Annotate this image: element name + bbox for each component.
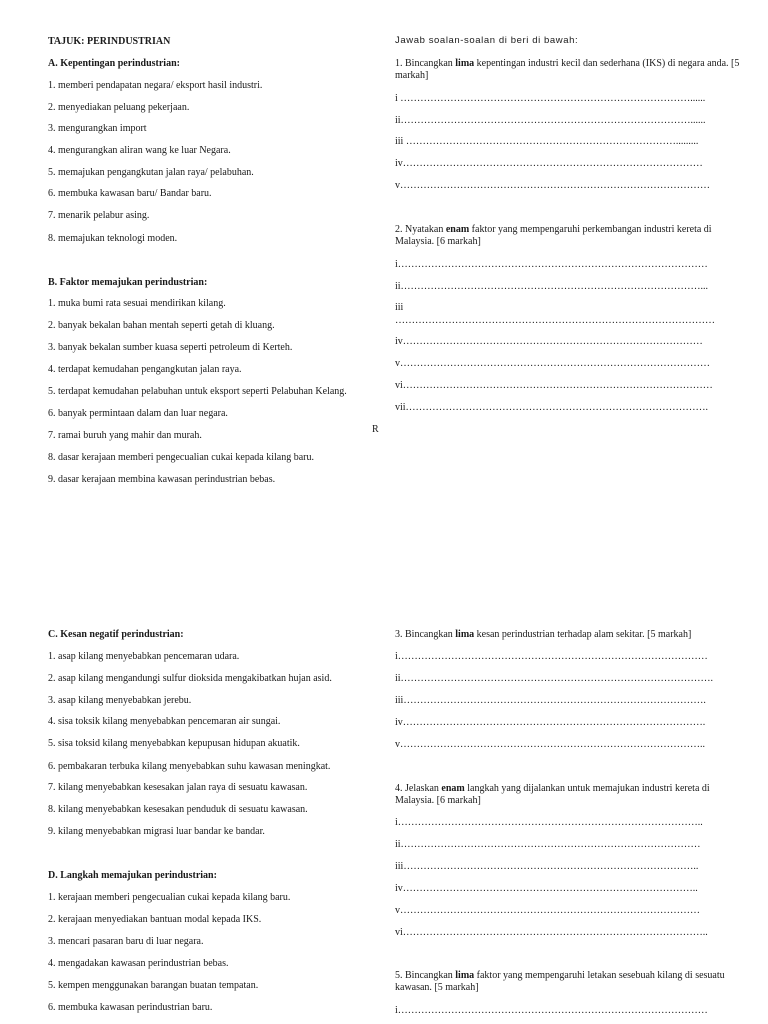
list-item: 5. memajukan pengangkutan jalan raya/ pelabuhan.	[48, 167, 254, 178]
list-item: 2. asap kilang mengandungi sulfur dioksida mengakibatkan hujan asid.	[48, 673, 332, 684]
list-item: 4. mengadakan kawasan perindustrian bebas.	[48, 958, 229, 969]
list-item: 4. terdapat kemudahan pengangkutan jalan raya.	[48, 364, 242, 375]
answer-line[interactable]: i…………………………………………………………………………………	[395, 259, 708, 270]
answer-line[interactable]: iv……………………………………………………………………………….	[395, 717, 706, 728]
answer-line[interactable]: ii………………………………………………………………………………	[395, 839, 701, 850]
question-2: 2. Nyatakan enam faktor yang mempengaruhi perkembangan industri kereta di Malaysia. [6 markah]	[395, 224, 712, 247]
answer-line[interactable]: iii	[395, 302, 404, 313]
list-item: 4. mengurangkan aliran wang ke luar Negara.	[48, 145, 231, 156]
list-item: 2. banyak bekalan bahan mentah seperti getah di kluang.	[48, 320, 275, 331]
margin-marker: R	[372, 424, 379, 435]
section-b-heading: B. Faktor memajukan perindustrian:	[48, 277, 208, 288]
list-item: 6. membuka kawasan baru/ Bandar baru.	[48, 188, 212, 199]
section-c-heading: C. Kesan negatif perindustrian:	[48, 629, 184, 640]
list-item: 3. asap kilang menyebabkan jerebu.	[48, 695, 192, 706]
section-d-heading: D. Langkah memajukan perindustrian:	[48, 870, 217, 881]
list-item: 4. sisa toksik kilang menyebabkan pencemaran air sungai.	[48, 716, 281, 727]
list-item: 5. sisa toksid kilang menyebabkan kepupusan hidupan akuatik.	[48, 738, 300, 749]
list-item: 1. kerajaan memberi pengecualian cukai kepada kilang baru.	[48, 892, 291, 903]
answer-line[interactable]: v………………………………………………………………………………	[395, 905, 700, 916]
question-4: 4. Jelaskan enam langkah yang dijalankan untuk memajukan industri kereta di Malaysia. [6 markah]	[395, 783, 710, 806]
answer-line[interactable]: iv……………………………………………………………………………..	[395, 883, 698, 894]
list-item: 5. terdapat kemudahan pelabuhan untuk eksport seperti Pelabuhan Kelang.	[48, 386, 347, 397]
list-item: 1. asap kilang menyebabkan pencemaran udara.	[48, 651, 240, 662]
answer-line[interactable]: ……………………………………………………………………………………	[395, 315, 715, 326]
list-item: 2. kerajaan menyediakan bantuan modal kepada IKS.	[48, 914, 262, 925]
answer-line[interactable]: iii……………………………………………………………………………..	[395, 861, 699, 872]
list-item: 8. kilang menyebabkan kesesakan penduduk di sesuatu kawasan.	[48, 804, 308, 815]
list-item: 2. menyediakan peluang pekerjaan.	[48, 102, 190, 113]
list-item: 3. mengurangkan import	[48, 123, 147, 134]
answer-line[interactable]: iii……………………………………………………………………………….	[395, 695, 706, 706]
list-item: 7. kilang menyebabkan kesesakan jalan raya di sesuatu kawasan.	[48, 782, 308, 793]
list-item: 8. dasar kerajaan memberi pengecualian cukai kepada kilang baru.	[48, 452, 314, 463]
answer-line[interactable]: vi…………………………………………………………………………………	[395, 380, 713, 391]
page-title: TAJUK: PERINDUSTRIAN	[48, 36, 171, 47]
answer-line[interactable]: i………………………………………………………………………………..	[395, 817, 703, 828]
list-item: 9. dasar kerajaan membina kawasan perindustrian bebas.	[48, 474, 276, 485]
answer-line[interactable]: ii………………………………………………………………………………….	[395, 673, 714, 684]
list-item: 3. banyak bekalan sumber kuasa seperti petroleum di Kerteh.	[48, 342, 293, 353]
list-item: 1. memberi pendapatan negara/ eksport hasil industri.	[48, 80, 263, 91]
list-item: 9. kilang menyebabkan migrasi luar bandar ke bandar.	[48, 826, 265, 837]
list-item: 6. membuka kawasan perindustrian baru.	[48, 1002, 213, 1013]
answer-line[interactable]: i…………………………………………………………………………………	[395, 1005, 708, 1016]
list-item: 6. pembakaran terbuka kilang menyebabkan suhu kawasan meningkat.	[48, 761, 331, 772]
list-item: 5. kempen menggunakan barangan buatan tempatan.	[48, 980, 259, 991]
question-1: 1. Bincangkan lima kepentingan industri kecil dan sederhana (IKS) di negara anda. [5 markah]	[395, 58, 740, 81]
list-item: 7. ramai buruh yang mahir dan murah.	[48, 430, 202, 441]
answer-line[interactable]: vii……………………………………………………………………………….	[395, 402, 709, 413]
answer-line[interactable]: i ……………………………………………………………………………......	[395, 93, 706, 104]
answer-line[interactable]: vi………………………………………………………………………………..	[395, 927, 708, 938]
answer-line[interactable]: ii……………………………………………………………………………......	[395, 115, 706, 126]
list-item: 3. mencari pasaran baru di luar negara.	[48, 936, 204, 947]
answer-line[interactable]: i…………………………………………………………………………………	[395, 651, 708, 662]
answer-line[interactable]: iv………………………………………………………………………………	[395, 158, 703, 169]
section-a-heading: A. Kepentingan perindustrian:	[48, 58, 180, 69]
answer-line[interactable]: v………………………………………………………………………………..	[395, 739, 705, 750]
list-item: 1. muka bumi rata sesuai mendirikan kilang.	[48, 298, 226, 309]
list-item: 8. memajukan teknologi moden.	[48, 233, 178, 244]
question-3: 3. Bincangkan lima kesan perindustrian terhadap alam sekitar. [5 markah]	[395, 629, 692, 640]
answer-line[interactable]: ii………………………………………………………………………………...	[395, 281, 709, 292]
list-item: 6. banyak permintaan dalam dan luar negara.	[48, 408, 228, 419]
answer-line[interactable]: v…………………………………………………………………………………	[395, 358, 710, 369]
answer-line[interactable]: iv………………………………………………………………………………	[395, 336, 703, 347]
answer-line[interactable]: v…………………………………………………………………………………	[395, 180, 710, 191]
question-5: 5. Bincangkan lima faktor yang mempengaruhi letakan sesebuah kilang di sesuatu kawasan. [5 markah]	[395, 970, 725, 993]
list-item: 7. menarik pelabur asing.	[48, 210, 150, 221]
answer-line[interactable]: iii ……………………………………………………………………….........	[395, 136, 699, 147]
instructions: Jawab soalan-soalan di beri di bawah:	[395, 35, 579, 46]
